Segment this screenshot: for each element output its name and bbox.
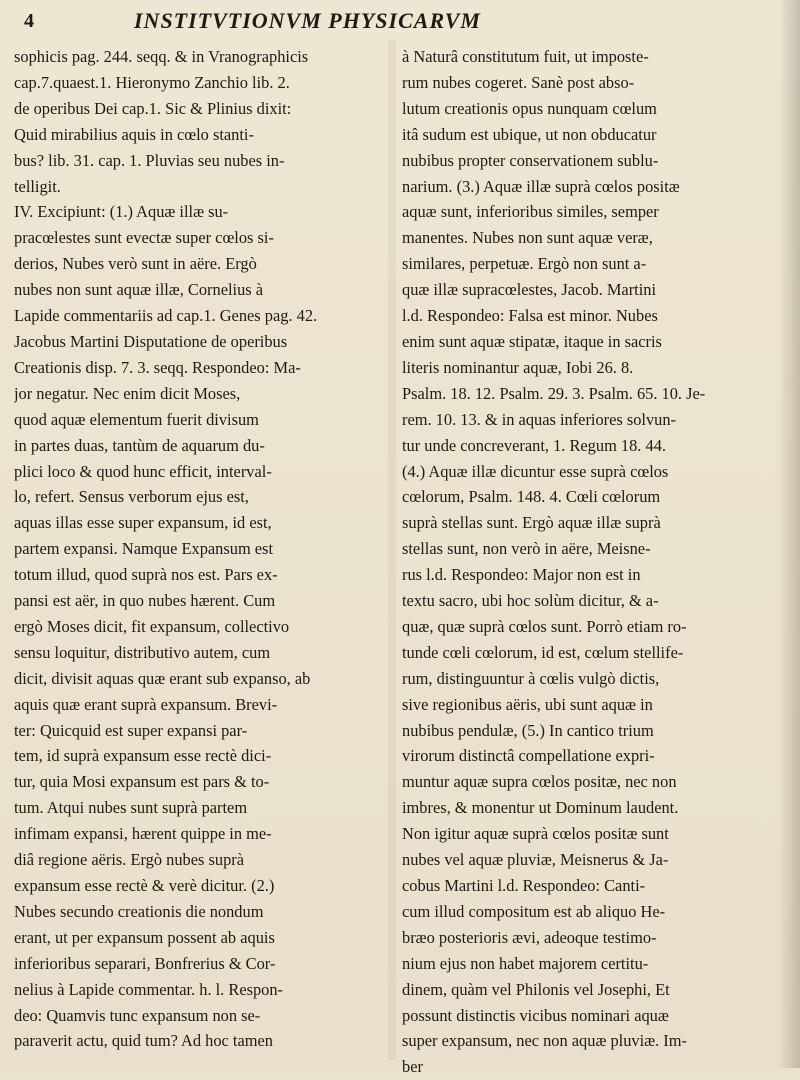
text-line: infimam expansi, hærent quippe in me- (14, 824, 272, 844)
text-line: dinem, quàm vel Philonis vel Josephi, Et (402, 979, 670, 999)
text-line: enim sunt aquæ stipatæ, itaque in sacris (402, 331, 662, 351)
text-line: Non igitur aquæ suprà cœlos positæ sunt (402, 824, 669, 844)
text-line: cœlorum, Psalm. 148. 4. Cœli cœlorum (402, 487, 661, 507)
text-line: telligit. (14, 176, 61, 196)
text-line: Jacobus Martini Disputatione de operibus (14, 331, 288, 351)
text-line: in partes duas, tantùm de aquarum du- (14, 435, 265, 455)
text-line: literis nominantur aquæ, Iobi 26. 8. (402, 357, 634, 377)
text-line: bus? lib. 31. cap. 1. Pluvias seu nubes in- (14, 150, 285, 170)
text-line: quæ, quæ suprà cœlos sunt. Porrò etiam ro- (402, 616, 687, 636)
text-line: de operibus Dei cap.1. Sic & Plinius dixit: (14, 98, 292, 118)
text-line: cap.7.quaest.1. Hieronymo Zanchio lib. 2. (14, 72, 290, 92)
text-line: rem. 10. 13. & in aquas inferiores solvun- (402, 409, 677, 429)
text-line: muntur aquæ supra cœlos positæ, nec non (402, 772, 677, 792)
text-line: pansi est aër, in quo nubes hærent. Cum (14, 591, 276, 611)
text-line: rum, distinguuntur à cœlis vulgò dictis, (402, 668, 660, 688)
text-line: stellas sunt, non verò in aëre, Meisne- (402, 539, 651, 559)
text-line: rus l.d. Respondeo: Major non est in (402, 565, 641, 585)
text-line: partem expansi. Namque Expansum est (14, 539, 273, 559)
text-line: nelius à Lapide commentar. h. l. Respon- (14, 979, 284, 999)
text-line: erant, ut per expansum possent ab aquis (14, 927, 275, 947)
text-line: aquas illas esse super expansum, id est, (14, 513, 272, 533)
text-line: Quid mirabilius aquis in cœlo stanti- (14, 124, 254, 144)
text-line: ergò Moses dicit, fit expansum, collectivo (14, 616, 290, 636)
text-line: ber (402, 1057, 423, 1077)
text-line: cobus Martini l.d. Respondeo: Canti- (402, 876, 646, 895)
text-line: sive regionibus aëris, ubi sunt aquæ in (402, 694, 653, 714)
text-line: sophicis pag. 244. seqq. & in Vranographicis (14, 47, 309, 66)
running-title: INSTITVTIONVM PHYSICARVM (134, 8, 481, 33)
text-line: sensu loquitur, distributivo autem, cum (14, 642, 271, 662)
text-line: itâ sudum est ubique, ut non obducatur (402, 124, 657, 144)
text-line: Lapide commentariis ad cap.1. Genes pag. 42. (14, 306, 318, 326)
text-line: manentes. Nubes non sunt aquæ veræ, (402, 228, 653, 248)
text-line: similares, perpetuæ. Ergò non sunt a- (402, 254, 647, 274)
text-line: nubes vel aquæ pluviæ, Meisnerus & Ja- (402, 850, 669, 870)
text-line: tur unde concreverant, 1. Regum 18. 44. (402, 435, 666, 455)
text-line: tum. Atqui nubes sunt suprà partem (14, 798, 248, 818)
column-gutter (388, 40, 396, 1060)
text-line: ter: Quicquid est super expansi par- (14, 720, 248, 740)
text-line: aquæ sunt, inferioribus similes, semper (402, 202, 659, 222)
text-line: tunde cœli cœlorum, id est, cœlum stellife- (402, 642, 684, 662)
text-line: nubes non sunt aquæ illæ, Cornelius à (14, 280, 264, 300)
text-line: narium. (3.) Aquæ illæ suprà cœlos positæ (402, 176, 680, 196)
text-line: cum illud compositum est ab aliquo He- (402, 901, 666, 921)
text-line: pracœlestes sunt evectæ super cœlos si- (14, 228, 274, 248)
text-line: textu sacro, ubi hoc solùm dicitur, & a- (402, 591, 659, 611)
text-line: à Naturâ constitutum fuit, ut imposte- (402, 47, 649, 66)
text-line: tem, id suprà expansum esse rectè dici- (14, 746, 272, 766)
text-line: (4.) Aquæ illæ dicuntur esse suprà cœlos (402, 461, 669, 481)
text-line: Psalm. 18. 12. Psalm. 29. 3. Psalm. 65. 10. Je- (402, 383, 706, 403)
text-line: suprà stellas sunt. Ergò aquæ illæ suprà (402, 513, 661, 533)
text-line: paraverit actu, quid tum? Ad hoc tamen (14, 1031, 273, 1051)
text-line: aquis quæ erant suprà expansum. Brevi- (14, 694, 278, 714)
page-edge-shadow (778, 0, 800, 1068)
right-text-column (402, 44, 774, 1080)
text-line: nubibus propter conservationem sublu- (402, 150, 659, 170)
text-line: virorum distinctâ compellatione expri- (402, 746, 655, 766)
text-line: Nubes secundo creationis die nondum (14, 901, 264, 921)
text-line: diâ regione aëris. Ergò nubes suprà (14, 850, 245, 870)
text-line: nubibus pendulæ, (5.) In cantico trium (402, 720, 654, 740)
text-line: tur, quia Mosi expansum est pars & to- (14, 772, 270, 792)
text-line: quod aquæ elementum fuerit divisum (14, 409, 259, 429)
page-number: 4 (24, 10, 35, 32)
text-line: possunt distinctis vicibus nominari aquæ (402, 1005, 669, 1025)
text-line: jor negatur. Nec enim dicit Moses, (14, 383, 241, 403)
text-line: super expansum, nec non aquæ pluviæ. Im- (402, 1031, 687, 1051)
text-line: dicit, divisit aquas quæ erant sub expanso, ab (14, 668, 311, 688)
text-line: nium ejus non habet majorem certitu- (402, 953, 649, 973)
text-line: plici loco & quod hunc efficit, interval- (14, 461, 272, 481)
text-line: derios, Nubes verò sunt in aëre. Ergò (14, 254, 257, 274)
text-line: IV. Excipiunt: (1.) Aquæ illæ su- (14, 202, 229, 222)
text-line: expansum esse rectè & verè dicitur. (2.) (14, 876, 275, 895)
text-line: l.d. Respondeo: Falsa est minor. Nubes (402, 306, 658, 326)
text-line: deo: Quamvis tunc expansum non se- (14, 1005, 261, 1025)
text-line: lutum creationis opus nunquam cœlum (402, 98, 657, 118)
text-line: rum nubes cogeret. Sanè post abso- (402, 72, 635, 92)
text-line: totum illud, quod suprà nos est. Pars ex- (14, 565, 278, 585)
text-line: quæ illæ supracœlestes, Jacob. Martini (402, 280, 657, 300)
page-header (24, 8, 764, 36)
text-line: Creationis disp. 7. 3. seqq. Respondeo: Ma- (14, 357, 301, 377)
text-line: lo, refert. Sensus verborum ejus est, (14, 487, 249, 507)
text-line: bræo posterioris ævi, adeoque testimo- (402, 927, 657, 947)
text-line: imbres, & monentur ut Dominum laudent. (402, 798, 679, 818)
text-line: inferioribus separari, Bonfrerius & Cor- (14, 953, 276, 973)
left-text-column (14, 44, 386, 1054)
